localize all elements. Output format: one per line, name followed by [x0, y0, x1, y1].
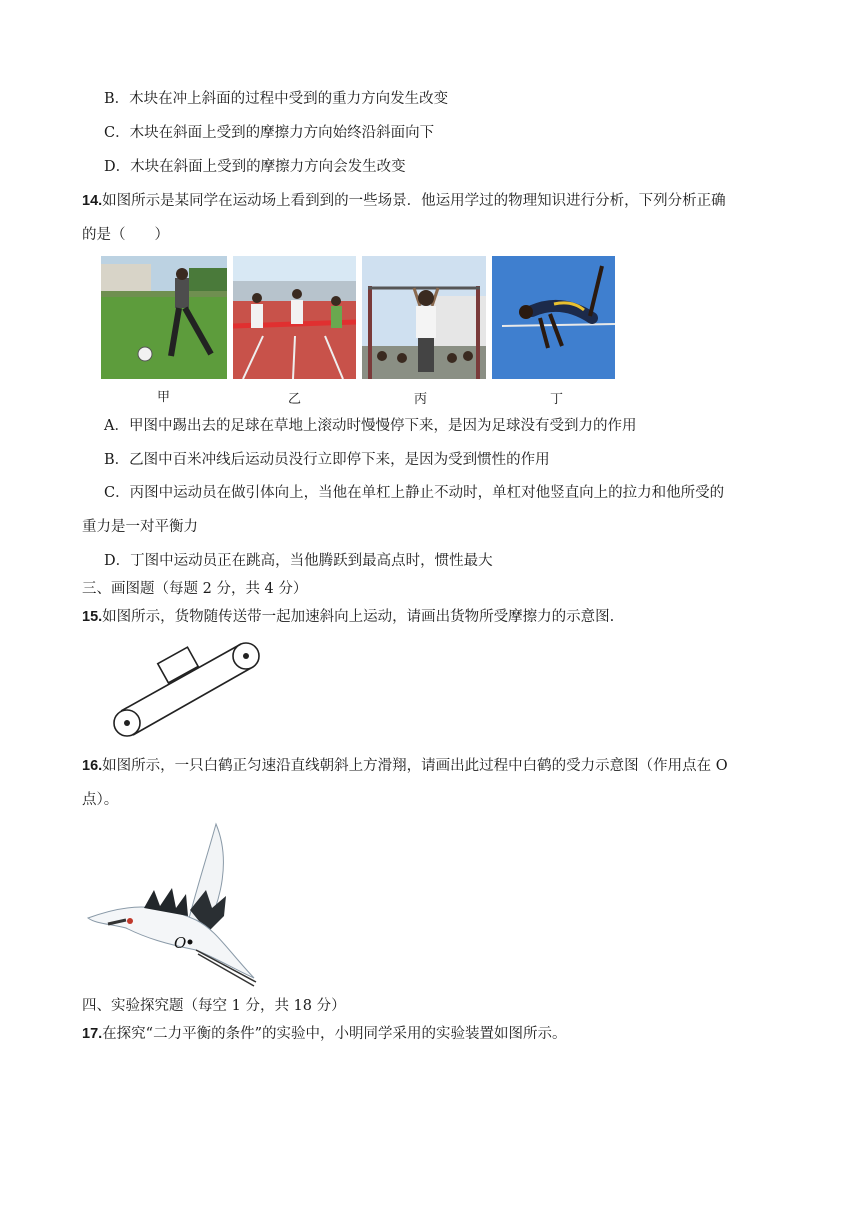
photo-bing-pullup [362, 256, 486, 379]
q16-number: 16. [82, 758, 103, 774]
section-3-heading: 三、画图题（每题 2 分，共 4 分） [82, 581, 308, 597]
q16-stem-line2: 点）。 [82, 792, 119, 808]
q15-number: 15. [82, 609, 103, 625]
q15-stem: 15.如图所示，货物随传送带一起加速斜向上运动，请画出货物所受摩擦力的示意图. [82, 609, 615, 625]
q13-option-b: B．木块在冲上斜面的过程中受到的重力方向发生改变 [104, 91, 449, 107]
caption-yi: 乙 [288, 392, 302, 407]
q13-option-d: D．木块在斜面上受到的摩擦力方向会发生改变 [104, 159, 406, 175]
q14-option-d: D．丁图中运动员正在跳高，当他腾跃到最高点时，惯性最大 [104, 553, 493, 569]
q13-option-c: C．木块在斜面上受到的摩擦力方向始终沿斜面向下 [104, 125, 435, 141]
point-o-label: O [174, 934, 187, 952]
q14-stem-line1: 14.如图所示是某同学在运动场上看到到的一些场景．他运用学过的物理知识进行分析，下列分析正确 [82, 193, 726, 209]
q14-number: 14. [82, 193, 103, 209]
caption-ding: 丁 [550, 392, 564, 407]
q17-stem: 17.在探究“二力平衡的条件”的实验中，小明同学采用的实验装置如图所示。 [82, 1026, 567, 1042]
caption-jia: 甲 [157, 390, 171, 405]
q14-option-c-line1: C．丙图中运动员在做引体向上，当他在单杠上静止不动时，单杠对他竖直向上的拉力和他所受的 [104, 485, 725, 501]
q14-option-a: A．甲图中踢出去的足球在草地上滚动时慢慢停下来，是因为足球没有受到力的作用 [104, 418, 637, 434]
q14-stem-line2: 的是（ ） [82, 227, 169, 243]
crane-figure [86, 820, 262, 988]
photo-yi-sprint [233, 256, 356, 379]
photo-jia-soccer [101, 256, 227, 379]
q14-option-c-line2: 重力是一对平衡力 [82, 519, 198, 535]
q17-number: 17. [82, 1026, 103, 1042]
q16-stem-line1: 16.如图所示，一只白鹤正匀速沿直线朝斜上方滑翔，请画出此过程中白鹤的受力示意图（作用点在 O [82, 758, 728, 774]
caption-bing: 丙 [414, 392, 428, 407]
q14-option-b: B．乙图中百米冲线后运动员没行立即停下来，是因为受到惯性的作用 [104, 452, 550, 468]
photo-ding-highjump [492, 256, 615, 379]
section-4-heading: 四、实验探究题（每空 1 分，共 18 分） [82, 998, 346, 1014]
conveyor-belt-figure [105, 636, 270, 744]
